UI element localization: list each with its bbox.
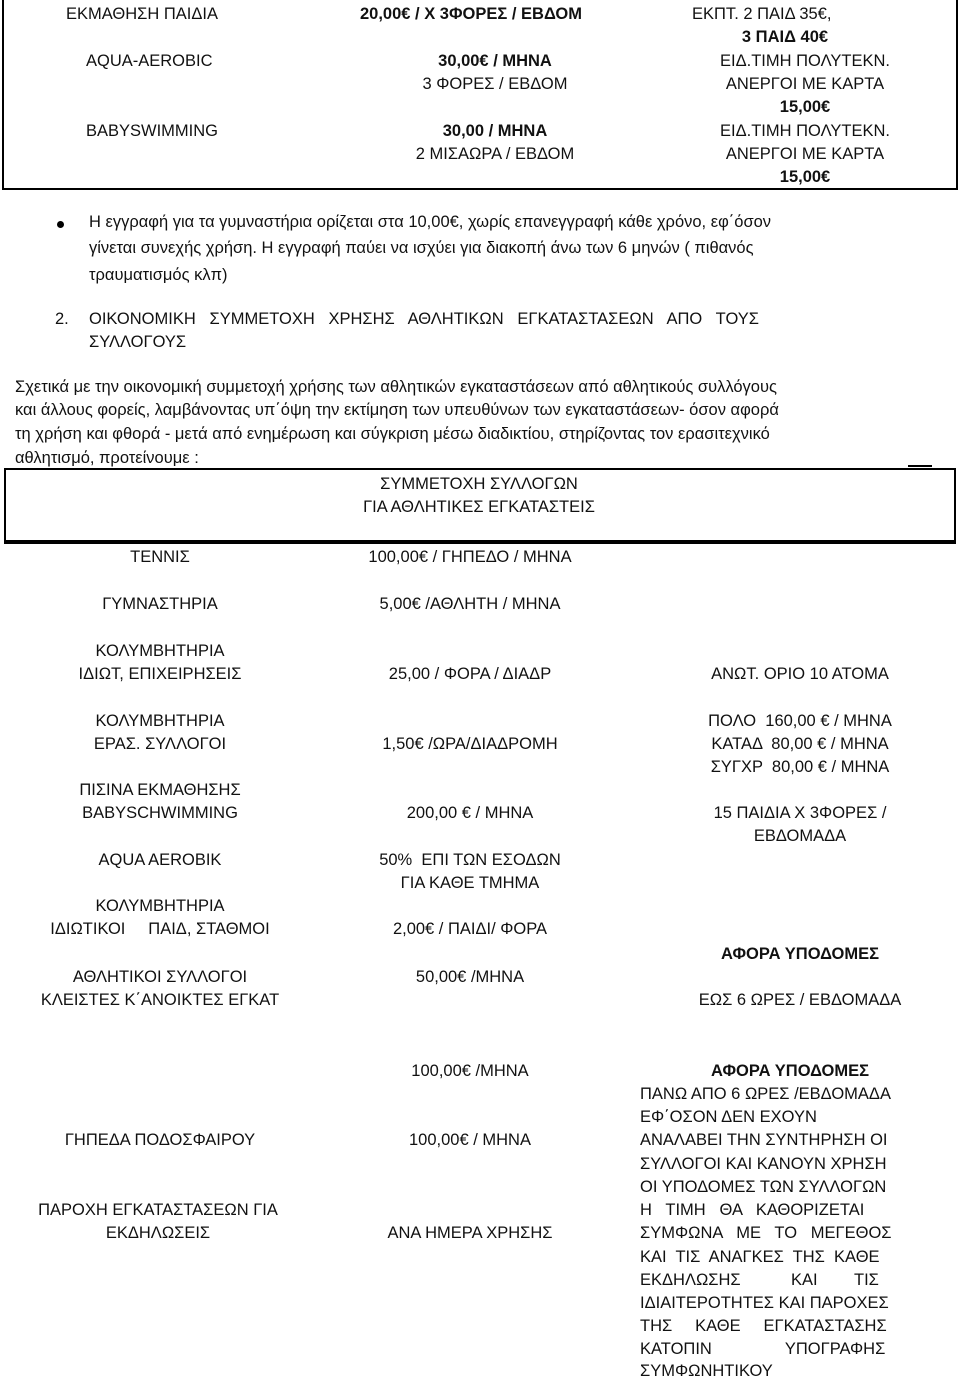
pool-clubs-name-2: ΕΡΑΣ. ΣΥΛΛΟΓΟΙ xyxy=(93,735,227,753)
events-note-4: ΕΚΔΗΛΩΣΗΣ ΚΑΙ ΤΙΣ xyxy=(640,1271,879,1289)
row3-price-b: 2 ΜΙΣΑΩΡΑ / ΕΒΔΟΜ xyxy=(415,145,575,163)
row2-note-c: 15,00€ xyxy=(779,98,831,116)
events-note-3: ΚΑΙ ΤΙΣ ΑΝΑΓΚΕΣ ΤΗΣ ΚΑΘΕ xyxy=(640,1248,880,1266)
box-title-1: ΣΥΜΜΕΤΟΧΗ ΣΥΛΛΟΓΩΝ xyxy=(380,475,578,493)
box-title-2: ΓΙΑ ΑΘΛΗΤΙΚΕΣ ΕΓΚΑΤΑΣΤΕΙΣ xyxy=(363,498,595,516)
events-note-8: ΣΥΜΦΩΝΗΤΙΚΟΥ xyxy=(640,1362,773,1380)
row3-note-b: ΑΝΕΡΓΟΙ ΜΕ ΚΑΡΤΑ xyxy=(725,145,885,163)
pool-schools-name-1: ΚΟΛΥΜΒΗΤΗΡΙΑ xyxy=(95,897,225,915)
pool-clubs-name-1: ΚΟΛΥΜΒΗΤΗΡΙΑ xyxy=(95,712,225,730)
row1-name: ΕΚΜΑΘΗΣΗ ΠΑΙΔΙΑ xyxy=(66,5,218,23)
row3-note-c: 15,00€ xyxy=(779,168,831,186)
paragraph-line-1: Σχετικά με την οικονομική συμμετοχή χρήσης των αθλητικών εγκαταστάσεων από αθλητικούς συλλόγους xyxy=(15,378,777,396)
events-note-7: ΚΑΤΟΠΙΝ ΥΠΟΓΡΑΦΗΣ xyxy=(640,1340,886,1358)
pool-schools-price: 2,00€ / ΠΑΙΔΙ/ ΦΟΡΑ xyxy=(392,920,548,938)
row1-price: 20,00€ / Χ 3ΦΟΡΕΣ / ΕΒΔΟΜ xyxy=(360,5,582,23)
football-note-1: ΕΦ΄ΟΣΟΝ ΔΕΝ ΕΧΟΥΝ xyxy=(640,1108,817,1126)
tennis-name: ΤΕΝΝΙΣ xyxy=(130,548,190,566)
events-price: ΑΝΑ ΗΜΕΡΑ ΧΡΗΣΗΣ xyxy=(387,1224,553,1242)
football-note-3: ΣΥΛΛΟΓΟΙ ΚΑΙ ΚΑΝΟΥΝ ΧΡΗΣΗ xyxy=(640,1155,887,1173)
learning-pool-price: 200,00 € / ΜΗΝΑ xyxy=(406,804,534,822)
pool-clubs-price: 1,50€ /ΩΡΑ/ΔΙΑΔΡΟΜΗ xyxy=(382,735,558,753)
section-number: 2. xyxy=(55,310,69,328)
pool-clubs-note-3: ΣΥΓΧΡ 80,00 € / ΜΗΝΑ xyxy=(710,758,890,776)
paragraph-line-3: τη χρήση και φθορά - μετά από ενημέρωση και σύγκριση μέσω διαδικτίου, στηρίζοντας τον ερασιτεχνικό xyxy=(15,425,770,443)
gym-price: 5,00€ /ΑΘΛΗΤΗ / ΜΗΝΑ xyxy=(379,595,561,613)
row2-note-a: ΕΙΔ.ΤΙΜΗ ΠΟΛΥΤΕΚΝ. xyxy=(720,52,890,70)
bullet-line-2: γίνεται συνεχής χρήση. Η εγγραφή παύει να ισχύει για διακοπή άνω των 6 μηνών ( πιθανός xyxy=(89,239,754,257)
events-note-1: Η ΤΙΜΗ ΘΑ ΚΑΘΟΡΙΖΕΤΑΙ xyxy=(640,1201,865,1219)
row3-note-a: ΕΙΔ.ΤΙΜΗ ΠΟΛΥΤΕΚΝ. xyxy=(720,122,890,140)
sport-clubs-price: 50,00€ /ΜΗΝΑ xyxy=(415,968,525,986)
gym-name: ΓΥΜΝΑΣΤΗΡΙΑ xyxy=(102,595,218,613)
row1-note-a: ΕΚΠΤ. 2 ΠΑΙΔ 35€, xyxy=(692,5,832,23)
bullet-icon xyxy=(57,221,64,228)
football-name: ΓΗΠΕΔΑ ΠΟΔΟΣΦΑΙΡΟΥ xyxy=(64,1131,256,1149)
learning-pool-note-1: 15 ΠΑΙΔΙΑ Χ 3ΦΟΡΕΣ / xyxy=(713,804,887,822)
section-heading-2: ΣΥΛΛΟΓΟΥΣ xyxy=(89,333,187,351)
sport-clubs-note: ΕΩΣ 6 ΩΡΕΣ / ΕΒΔΟΜΑΔΑ xyxy=(698,991,902,1009)
events-note-2: ΣΥΜΦΩΝΑ ΜΕ ΤΟ ΜΕΓΕΘΟΣ xyxy=(640,1224,892,1242)
aqua-price-1: 50% ΕΠΙ ΤΩΝ ΕΣΟΔΩΝ xyxy=(379,851,561,869)
row2-name: AQUA-AEROBIC xyxy=(86,52,213,70)
football-price: 100,00€ / ΜΗΝΑ xyxy=(409,1131,531,1149)
pool-clubs-note-1: ΠΟΛΟ 160,00 € / ΜΗΝΑ xyxy=(708,712,892,730)
events-note-6: ΤΗΣ ΚΑΘΕ ΕΓΚΑΤΑΣΤΑΣΗΣ xyxy=(640,1317,887,1335)
sport-clubs-note-bold: ΑΦΟΡΑ ΥΠΟΔΟΜΕΣ xyxy=(720,945,880,963)
row3-name: BABYSWIMMING xyxy=(86,122,219,140)
learning-pool-name-2: BABYSCHWIMMING xyxy=(82,804,238,822)
pool-clubs-note-2: ΚΑΤΑΔ 80,00 € / ΜΗΝΑ xyxy=(711,735,889,753)
pool-private-name-1: ΚΟΛΥΜΒΗΤΗΡΙΑ xyxy=(95,642,225,660)
bullet-line-3: τραυματισμός κλπ) xyxy=(89,266,228,284)
row3-price-a: 30,00 / ΜΗΝΑ xyxy=(442,122,548,140)
learning-pool-note-2: ΕΒΔΟΜΑΔΑ xyxy=(753,827,847,845)
over6-note: ΠΑΝΩ ΑΠΟ 6 ΩΡΕΣ /ΕΒΔΟΜΑΔΑ xyxy=(640,1085,891,1103)
football-note-2: ΑΝΑΛΑΒΕΙ ΤΗΝ ΣΥΝΤΗΡΗΣΗ ΟΙ xyxy=(640,1131,888,1149)
learning-pool-name-1: ΠΙΣΙΝΑ ΕΚΜΑΘΗΣΗΣ xyxy=(79,781,241,799)
pool-private-price: 25,00 / ΦΟΡΑ / ΔΙΑΔΡ xyxy=(388,665,552,683)
events-name-2: ΕΚΔΗΛΩΣΕΙΣ xyxy=(105,1224,211,1242)
sport-clubs-name-2: ΚΛΕΙΣΤΕΣ Κ΄ΑΝΟΙΚΤΕΣ ΕΓΚΑΤ xyxy=(40,991,280,1009)
over6-note-bold: ΑΦΟΡΑ ΥΠΟΔΟΜΕΣ xyxy=(710,1062,870,1080)
pool-private-name-2: ΙΔΙΩΤ, ΕΠΙΧΕΙΡΗΣΕΙΣ xyxy=(78,665,242,683)
row2-note-b: ΑΝΕΡΓΟΙ ΜΕ ΚΑΡΤΑ xyxy=(725,75,885,93)
sport-clubs-name-1: ΑΘΛΗΤΙΚΟΙ ΣΥΛΛΟΓΟΙ xyxy=(72,968,248,986)
tennis-price: 100,00€ / ΓΗΠΕΔΟ / ΜΗΝΑ xyxy=(368,548,572,566)
events-name-1: ΠΑΡΟΧΗ ΕΓΚΑΤΑΣΤΑΣΕΩΝ ΓΙΑ xyxy=(38,1201,278,1219)
paragraph-line-4: αθλητισμό, προτείνουμε : xyxy=(15,449,199,467)
pool-schools-name-2: ΙΔΙΩΤΙΚΟΙ ΠΑΙΔ, ΣΤΑΘΜΟΙ xyxy=(50,920,270,938)
row2-price-b: 3 ΦΟΡΕΣ / ΕΒΔΟΜ xyxy=(422,75,568,93)
events-note-5: ΙΔΙΑΙΤΕΡΟΤΗΤΕΣ ΚΑΙ ΠΑΡΟΧΕΣ xyxy=(640,1294,889,1312)
aqua-name: AQUA AEROBIK xyxy=(98,851,222,869)
section-heading-1: ΟΙΚΟΝΟΜΙΚΗ ΣΥΜΜΕΤΟΧΗ ΧΡΗΣΗΣ ΑΘΛΗΤΙΚΩΝ ΕΓΚΑΤΑΣΤΑΣΕΩΝ ΑΠΟ ΤΟΥΣ xyxy=(89,310,759,328)
aqua-price-2: ΓΙΑ ΚΑΘΕ ΤΜΗΜΑ xyxy=(400,874,540,892)
bullet-line-1: Η εγγραφή για τα γυμναστήρια ορίζεται στα 10,00€, χωρίς επανεγγραφή κάθε χρόνο, εφ΄όσον xyxy=(89,213,772,231)
row2-price-a: 30,00€ / ΜΗΝΑ xyxy=(438,52,552,70)
football-note-4: ΟΙ ΥΠΟΔΟΜΕΣ ΤΩΝ ΣΥΛΛΟΓΩΝ xyxy=(640,1178,887,1196)
row1-note-b: 3 ΠΑΙΔ 40€ xyxy=(741,28,829,46)
paragraph-line-2: και άλλους φορείς, λαμβάνοντας υπ΄όψη την εκτίμηση των υπευθύνων των εγκαταστάσεων- όσον αφορά xyxy=(15,401,779,419)
pool-private-note: ΑΝΩΤ. ΟΡΙΟ 10 ΑΤΟΜΑ xyxy=(711,665,889,683)
over6-price: 100,00€ /ΜΗΝΑ xyxy=(411,1062,529,1080)
